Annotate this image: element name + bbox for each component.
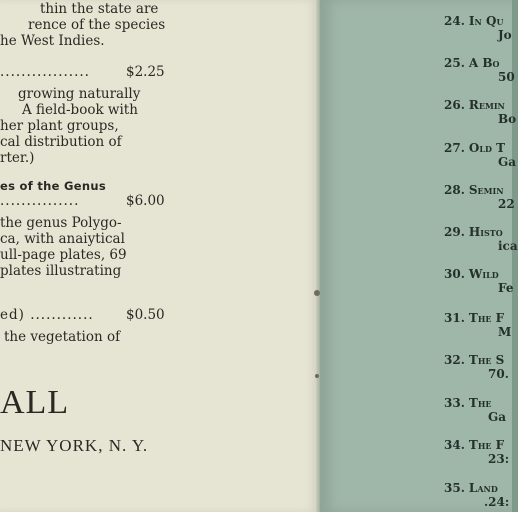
text-line: plates illustrating xyxy=(0,263,122,279)
list-item: 33. The xyxy=(444,396,492,410)
text-line: he West Indies. xyxy=(0,33,105,49)
list-item-sub: 23: xyxy=(488,452,510,466)
list-item: 28. Semin xyxy=(444,183,504,197)
list-item: 29. Histo xyxy=(444,225,503,239)
list-item-sub: M xyxy=(498,325,512,339)
price: $0.50 xyxy=(126,307,165,323)
list-item-sub: Fe xyxy=(498,281,514,295)
list-item-sub: 22 xyxy=(498,197,515,211)
list-item: 34. The F xyxy=(444,438,505,452)
text-line: growing naturally xyxy=(18,86,141,102)
list-item: 26. Remin xyxy=(444,98,505,112)
list-item-sub: ica xyxy=(498,239,518,253)
list-item: 35. Land xyxy=(444,481,498,495)
price: $6.00 xyxy=(126,193,165,209)
text-line: cal distribution of xyxy=(0,134,122,150)
binding-hole xyxy=(315,374,319,378)
dotted-leader: ................. xyxy=(0,64,90,80)
list-item: 30. Wild xyxy=(444,267,499,281)
text-line: rter.) xyxy=(0,150,35,166)
list-item-sub: Ga xyxy=(498,155,517,169)
text-line: thin the state are xyxy=(40,1,159,17)
text-line: her plant groups, xyxy=(0,118,119,134)
list-item: 25. A Bo xyxy=(444,56,500,70)
list-item-sub: 50 xyxy=(498,70,515,84)
text-line: ca, with anaiytical xyxy=(0,231,125,247)
price: $2.25 xyxy=(126,64,165,80)
text-line: the vegetation of xyxy=(4,329,121,345)
list-item-sub: 70. xyxy=(488,367,509,381)
list-item-sub: Jo xyxy=(498,28,512,42)
dotted-leader: ed) ............ xyxy=(0,307,94,323)
text-line: rence of the species xyxy=(28,17,166,33)
publisher-name: ALL xyxy=(0,384,70,421)
list-item: 32. The S xyxy=(444,353,505,367)
text-line: the genus Polygo- xyxy=(0,215,122,231)
list-item-sub: Bo xyxy=(498,112,517,126)
list-item: 24. In Qu xyxy=(444,14,504,28)
list-item-sub: Ga xyxy=(488,410,507,424)
section-heading: es of the Genus xyxy=(0,179,107,193)
list-item: 31. The F xyxy=(444,311,505,325)
publisher-city: NEW YORK, N. Y. xyxy=(0,436,149,455)
list-item: 27. Old T xyxy=(444,141,506,155)
list-item-sub: .24: xyxy=(484,495,510,509)
text-line: A field-book with xyxy=(22,102,138,118)
text-line: ull-page plates, 69 xyxy=(0,247,127,263)
dotted-leader: ............... xyxy=(0,193,80,209)
